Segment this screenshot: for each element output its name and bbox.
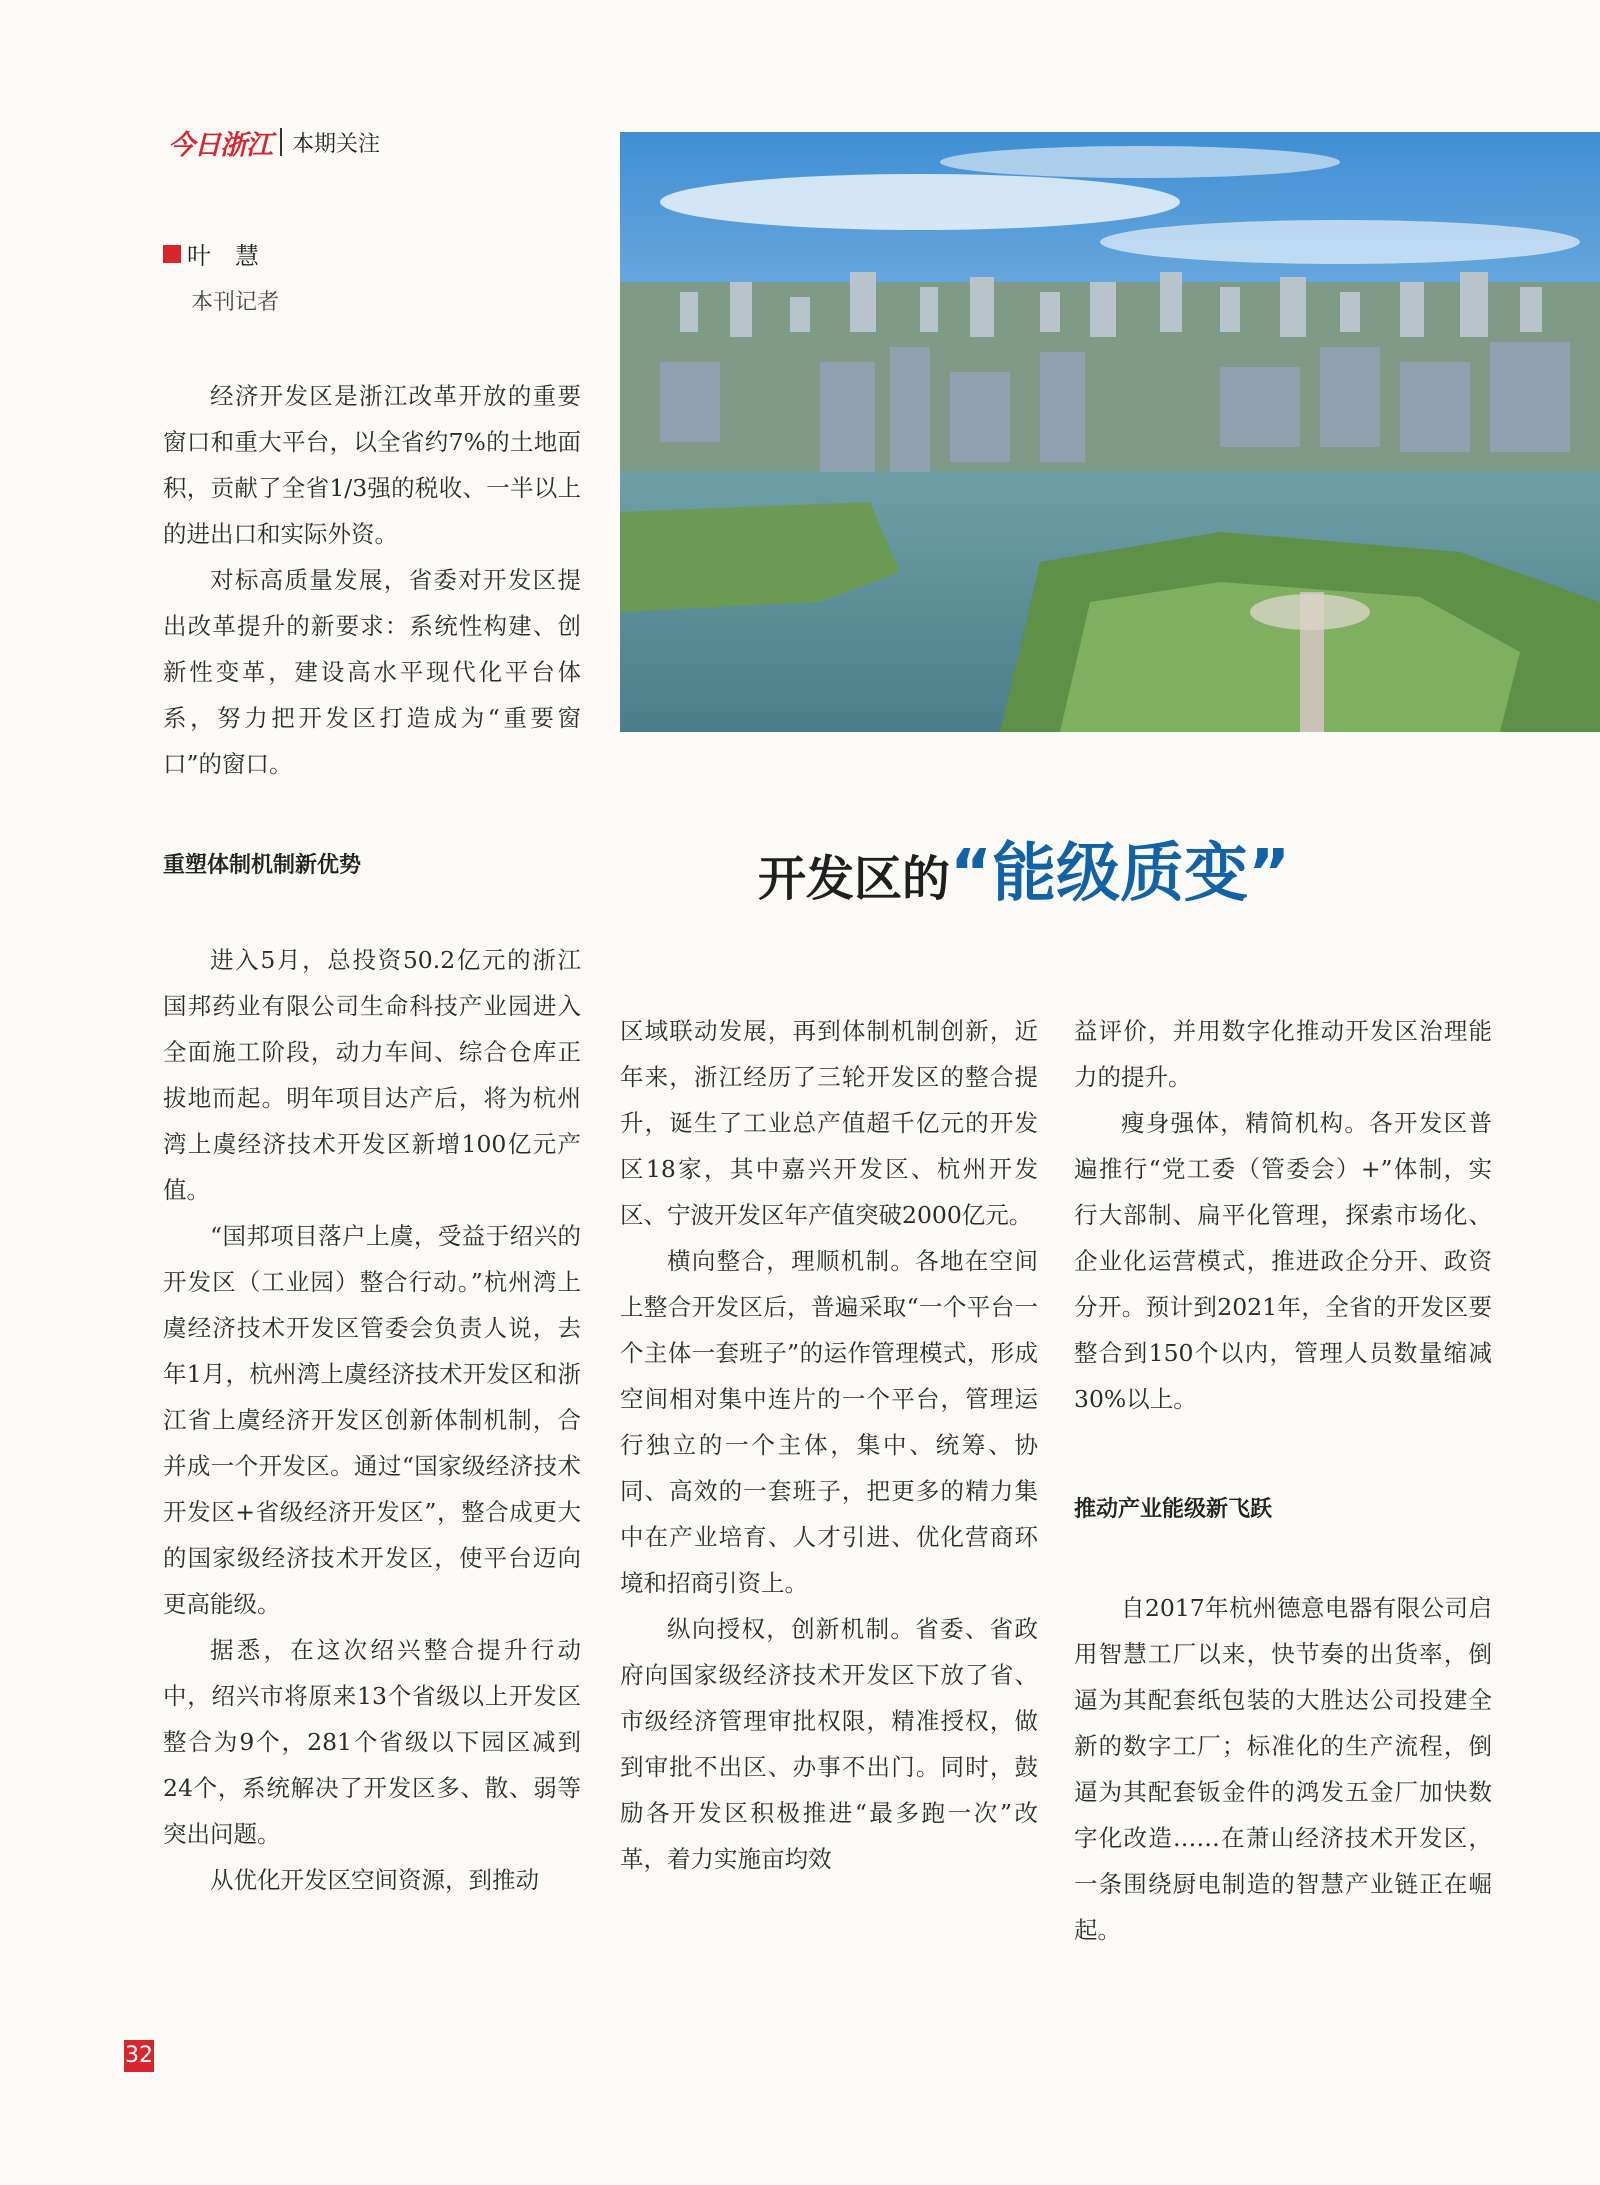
paragraph: 据悉，在这次绍兴整合提升行动中，绍兴市将原来13个省级以上开发区整合为9个，281个省级以下园区减到24个，系统解决了开发区多、散、弱等突出问题。 — [163, 1636, 581, 1848]
title-main: 开发区的 — [758, 851, 951, 907]
paragraph: 益评价，并用数字化推动开发区治理能力的提升。 — [1074, 1017, 1492, 1091]
paragraph: 进入5月，总投资50.2亿元的浙江国邦药业有限公司生命科技产业园进入全面施工阶段，动力车间、综合仓库正拔地而起。明年项目达产后，将为杭州湾上虞经济技术开发区新增100亿元产值。 — [163, 946, 581, 1204]
paragraph: 区域联动发展，再到体制机制创新，近年来，浙江经历了三轮开发区的整合提升，诞生了工业总产值超千亿元的开发区18家，其中嘉兴开发区、杭州开发区、宁波开发区年产值突破2000亿元。 — [620, 1017, 1038, 1229]
page-number: 32 — [124, 2040, 154, 2072]
intro-column — [163, 373, 581, 787]
header-divider — [280, 128, 282, 156]
title-accent: “能级质变” — [950, 837, 1291, 911]
column-3-continued — [1074, 1585, 1492, 1953]
column-1 — [163, 937, 581, 1903]
magazine-logo: 今日浙江 — [168, 129, 272, 161]
column-2 — [620, 1008, 1038, 1882]
paragraph: 自2017年杭州德意电器有限公司启用智慧工厂以来，快节奏的出货率，倒逼为其配套纸包装的大胜达公司投建全新的数字工厂；标准化的生产流程，倒逼为其配套钣金件的鸿发五金厂加快数字化改造……在萧山经济技术开发区，一条围绕厨电制造的智慧产业链正在崛起。 — [1074, 1594, 1492, 1944]
paragraph: 瘦身强体，精简机构。各开发区普遍推行“党工委（管委会）+”体制，实行大部制、扁平化管理，探索市场化、企业化运营模式，推进政企分开、政资分开。预计到2021年，全省的开发区要整合到150个以内，管理人员数量缩减30%以上。 — [1074, 1109, 1492, 1413]
section-label: 本期关注 — [292, 131, 381, 157]
paragraph: 横向整合，理顺机制。各地在空间上整合开发区后，普遍采取“一个平台一个主体一套班子”的运作管理模式，形成空间相对集中连片的一个平台，管理运行独立的一个主体，集中、统筹、协同、高效的一套班子，把更多的精力集中在产业培育、人才引进、优化营商环境和招商引资上。 — [620, 1247, 1038, 1597]
byline — [163, 236, 279, 316]
article-title — [758, 822, 1290, 914]
section-heading-2: 推动产业能级新飞跃 — [1074, 1497, 1273, 1522]
paragraph: “国邦项目落户上虞，受益于绍兴的开发区（工业园）整合行动。”杭州湾上虞经济技术开发区管委会负责人说，去年1月，杭州湾上虞经济技术开发区和浙江省上虞经济开发区创新体制机制，合并成一个开发区。通过“国家级经济技术开发区+省级经济开发区”，整合成更大的国家级经济技术开发区，使平台迈向更高能级。 — [163, 1222, 581, 1618]
column-3 — [1074, 1008, 1492, 1422]
paragraph: 纵向授权，创新机制。省委、省政府向国家级经济技术开发区下放了省、市级经济管理审批权限，精准授权，做到审批不出区、办事不出门。同时，鼓励各开发区积极推进“最多跑一次”改革，着力实施亩均效 — [620, 1615, 1038, 1873]
paragraph: 从优化开发区空间资源，到推动 — [210, 1866, 539, 1894]
author-name: 叶 慧 — [187, 242, 259, 270]
paragraph: 经济开发区是浙江改革开放的重要窗口和重大平台，以全省约7%的土地面积，贡献了全省1/3强的税收、一半以上的进出口和实际外资。 — [163, 382, 581, 548]
section-heading-1: 重塑体制机制新优势 — [163, 853, 362, 878]
page-header — [168, 124, 380, 160]
paragraph: 对标高质量发展，省委对开发区提出改革提升的新要求：系统性构建、创新性变革，建设高水平现代化平台体系，努力把开发区打造成为“重要窗口”的窗口。 — [163, 566, 581, 778]
aerial-photo — [620, 132, 1600, 732]
author-role: 本刊记者 — [191, 290, 280, 315]
byline-marker — [163, 245, 181, 263]
